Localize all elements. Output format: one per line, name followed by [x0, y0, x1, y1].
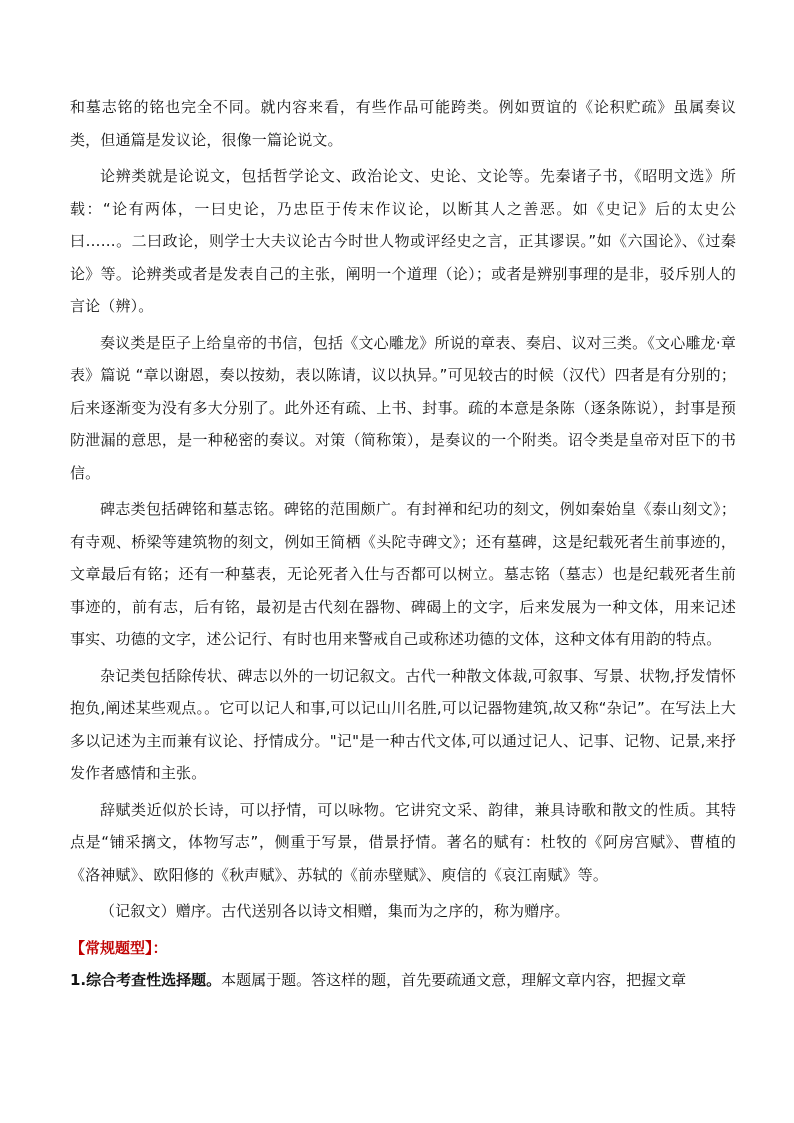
paragraph-intro-continued: 和墓志铭的铭也完全不同。就内容来看，有些作品可能跨类。例如贾谊的《论积贮疏》虽属奏议类，但通篇是发议论，很像一篇论说文。 — [70, 98, 736, 149]
paragraph-zaji: 杂记类包括除传状、碑志以外的一切记叙文。古代一种散文体裁,可叙事、写景、状物,抒发情怀抱负,阐述某些观点。。它可以记人和事,可以记山川名胜,可以记器物建筑,故又称“杂记”。在写法上大多以记述为主而兼有议论、抒情成分。"记"是一种古代文体,可以通过记人、记事、记物、记景,来抒发作者感情和主张。 — [70, 666, 736, 782]
paragraph-zengxu: （记叙文）赠序。古代送别各以诗文相赠，集而为之序的，称为赠序。 — [100, 902, 570, 920]
paragraph-cifu: 辞赋类近似於长诗，可以抒情，可以咏物。它讲究文采、韵律，兼具诗歌和散文的性质。其特点是“铺采摛文，体物写志”，侧重于写景，借景抒情。著名的赋有：杜牧的《阿房宫赋》、曹植的《洛神赋》、欧阳修的《秋声赋》、苏轼的《前赤壁赋》、庾信的《哀江南赋》等。 — [70, 800, 736, 884]
question-type-item-1-lead: 1.综合考查性选择题。 — [70, 971, 222, 989]
question-type-item-1 — [70, 964, 736, 997]
paragraph-lunbian: 论辨类就是论说文，包括哲学论文、政治论文、史论、文论等。先秦诸子书，《昭明文选》所载：“论有两体，一曰史论，乃忠臣于传末作议论，以断其人之善恶。如《史记》后的太史公曰……。二曰政论，则学士大夫议论古今时世人物或评经史之言，正其谬误。”如《六国论》、《过秦论》等。论辨类或者是发表自己的主张，阐明一个道理（论）；或者是辨别事理的是非，驳斥别人的言论（辨）。 — [70, 167, 736, 315]
paragraph-beizhi: 碑志类包括碑铭和墓志铭。碑铭的范围颇广。有封禅和纪功的刻文，例如秦始皇《泰山刻文》；有寺观、桥梁等建筑物的刻文，例如王简栖《头陀寺碑文》；还有墓碑，这是纪载死者生前事迹的，文章最后有铭；还有一种墓表，无论死者入仕与否都可以树立。墓志铭（墓志）也是纪载死者生前事迹的，前有志，后有铭，最初是古代刻在器物、碑碣上的文字，后来发展为一种文体，用来记述事实、功德的文字，述公记行、有时也用来警戒自己或称述功德的文体，这种文体有用韵的特点。 — [70, 500, 736, 648]
section-heading: 【常规题型】： — [70, 938, 168, 957]
paragraph-zouyi: 奏议类是臣子上给皇帝的书信，包括《文心雕龙》所说的章表、奏启、议对三类。《文心雕龙·章表》篇说 “章以谢恩，奏以按劾，表以陈请，议以执异。”可见较古的时候（汉代）四者是有分别的；后来逐渐变为没有多大分别了。此外还有疏、上书、封事。疏的本意是条陈（逐条陈说），封事是预防泄漏的意思，是一种秘密的奏议。对策（简称策），是奏议的一个附类。诏令类是皇帝对臣下的书信。 — [70, 333, 736, 482]
question-type-item-1-text: 本题属于题。答这样的题，首先要疏通文意，理解文章内容，把握文章 — [221, 971, 687, 989]
